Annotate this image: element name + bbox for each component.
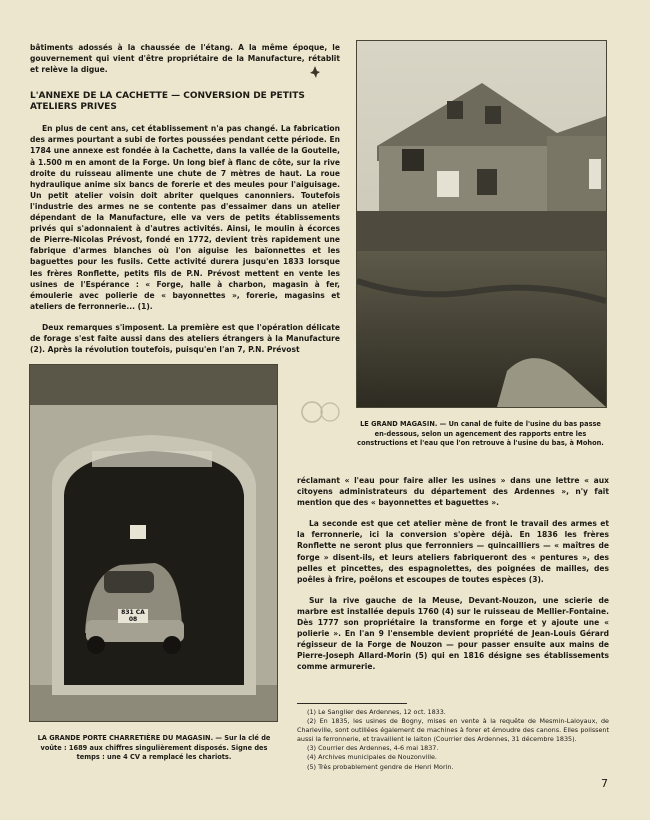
footnote-4: (4) Archives municipales de Nouzonville.	[307, 753, 437, 762]
paragraph-2: Deux remarques s'imposent. La première est que l'opération délicate de forage s'est faite aussi dans des ateliers étrangers à la Manufacture (2). Après la révolution toutefois, puisqu'en l'an 7, P.N. Prévost	[30, 322, 340, 355]
right-text-column	[297, 475, 609, 673]
footnote-3: (3) Courrier des Ardennes, 4-6 mai 1837.	[307, 744, 439, 753]
footnote-2: (2) En 1835, les usines de Bogny, mises en vente à la requête de Mesmin-Laloyaux, de Charleville, sont outillées également de machines à forer et émoudre des canons. Elles polissent aussi la ferronnerie, et travaillent le laiton (Courrier des Ardennes, 31 décembre 1835).	[297, 717, 609, 744]
caption-porte-charretiere	[32, 734, 276, 763]
page-number: 7	[601, 777, 608, 790]
footnote-rule	[297, 703, 407, 704]
paragraph-4: La seconde est que cet atelier mène de front le travail des armes et la ferronnerie, ici la conversion s'opère déjà. En 1836 les frères Ronflette ne seront plus que ferronniers — quincailliers — « maîtres de forge » disent-ils, et leurs ateliers fabriqueront des « pentures », des pelles et pincettes, des espagnolettes, des poignées de mailles, des poêles à frire, poêlons et escoupes de toutes espèces (3).	[297, 519, 609, 584]
footnote-5: (5) Très probablement gendre de Henri Morin.	[307, 762, 454, 771]
photo-grand-magasin	[356, 40, 607, 408]
intro-paragraph: bâtiments adossés à la chaussée de l'étang. A la même époque, le gouvernement qui vient d'être propriétaire de la Manufacture, rétablit et relève la digue.	[30, 43, 340, 75]
photo-porte-charretiere	[29, 364, 278, 722]
paragraph-3: réclamant « l'eau pour faire aller les usines » dans une lettre « aux citoyens administrateurs du département des Ardennes », n'y fait mention que des « bayonnettes et baguettes ».	[297, 476, 609, 508]
caption-porte-charretiere-title: LA GRANDE PORTE CHARRETIÈRE DU MAGASIN.	[37, 734, 214, 742]
paragraph-5: Sur la rive gauche de la Meuse, Devant-Nouzon, une scierie de marbre est installée depuis 1760 (4) sur le ruisseau de Mellier-Fontaine. Dès 1777 son propriétaire la transforme en forge et y ajoute une « polierie ». En l'an 9 l'ensemble devient propriété de Jean-Louis Gérard régisseur de la Forge de Nouzon — pour passer ensuite aux mains de Pierre-Joseph Allard-Morin (5) qui en 1816 désigne ses établissements comme armurerie.	[297, 595, 609, 672]
caption-grand-magasin	[356, 420, 605, 449]
paragraph-1: En plus de cent ans, cet établissement n'a pas changé. La fabrication des armes pourtant a subi de fortes poussées pendant cette période. En 1784 une annexe est fondée à la Cachette, dans la vallée de la Goutelle, à 1.500 m en amont de la Forge. Un long bief à flanc de côte, sur la rive droite du ruisseau alimente une chute de 7 mètres de haut. La roue hydraulique anime six bancs de forerie et des meules pour l'aiguisage. Un petit atelier voisin doit abriter quelques canonniers. Toutefois l'industrie des armes ne se contente pas d'essaimer dans un atelier dépendant de la Manufacture, elle va vers de petits établissements privés qui s'adonnaient à d'autres activités. Ainsi, le moulin à écorces de Pierre-Nicolas Prévost, fondé en 1772, devient très rapidement une fabrique d'armes blanches où l'on aiguise les baïonnettes et les baguettes pour les fusils. Cette activité durera jusqu'en 1833 lorsque les frères Ronflette, petits fils de P.N. Prévost mettent en vente les usines de l'Espérance : « Forge, halle à charbon, magasin à fer, émoulerie avec polierie de « bayonnettes », forerie, magasins et ateliers de ferronnerie... (1).	[30, 124, 340, 311]
ink-mark-icon	[310, 66, 320, 78]
library-stamp-icon	[300, 398, 342, 426]
footnotes	[297, 703, 609, 772]
caption-grand-magasin-title: LE GRAND MAGASIN.	[360, 420, 438, 428]
caption-grand-magasin-text: — Un canal de fuite de l'usine du bas passe en-dessous, selon un agencement des rapports entre les constructions et l'eau que l'on retrouve à l'usine du bas, à Mohon.	[357, 420, 604, 448]
car-plate: 831 CA 08	[118, 609, 148, 623]
section-heading: L'ANNEXE DE LA CACHETTE — CONVERSION DE PETITS ATELIERS PRIVES	[30, 91, 305, 113]
left-text-column	[30, 42, 340, 355]
footnote-1: (1) Le Sanglier des Ardennes, 12 oct. 1833.	[307, 708, 446, 716]
caption-porte-charretiere-text: — Sur la clé de voûte : 1689 aux chiffres singulièrement disposés. Signe des temps : une 4 CV a remplacé les chariots.	[40, 734, 271, 762]
